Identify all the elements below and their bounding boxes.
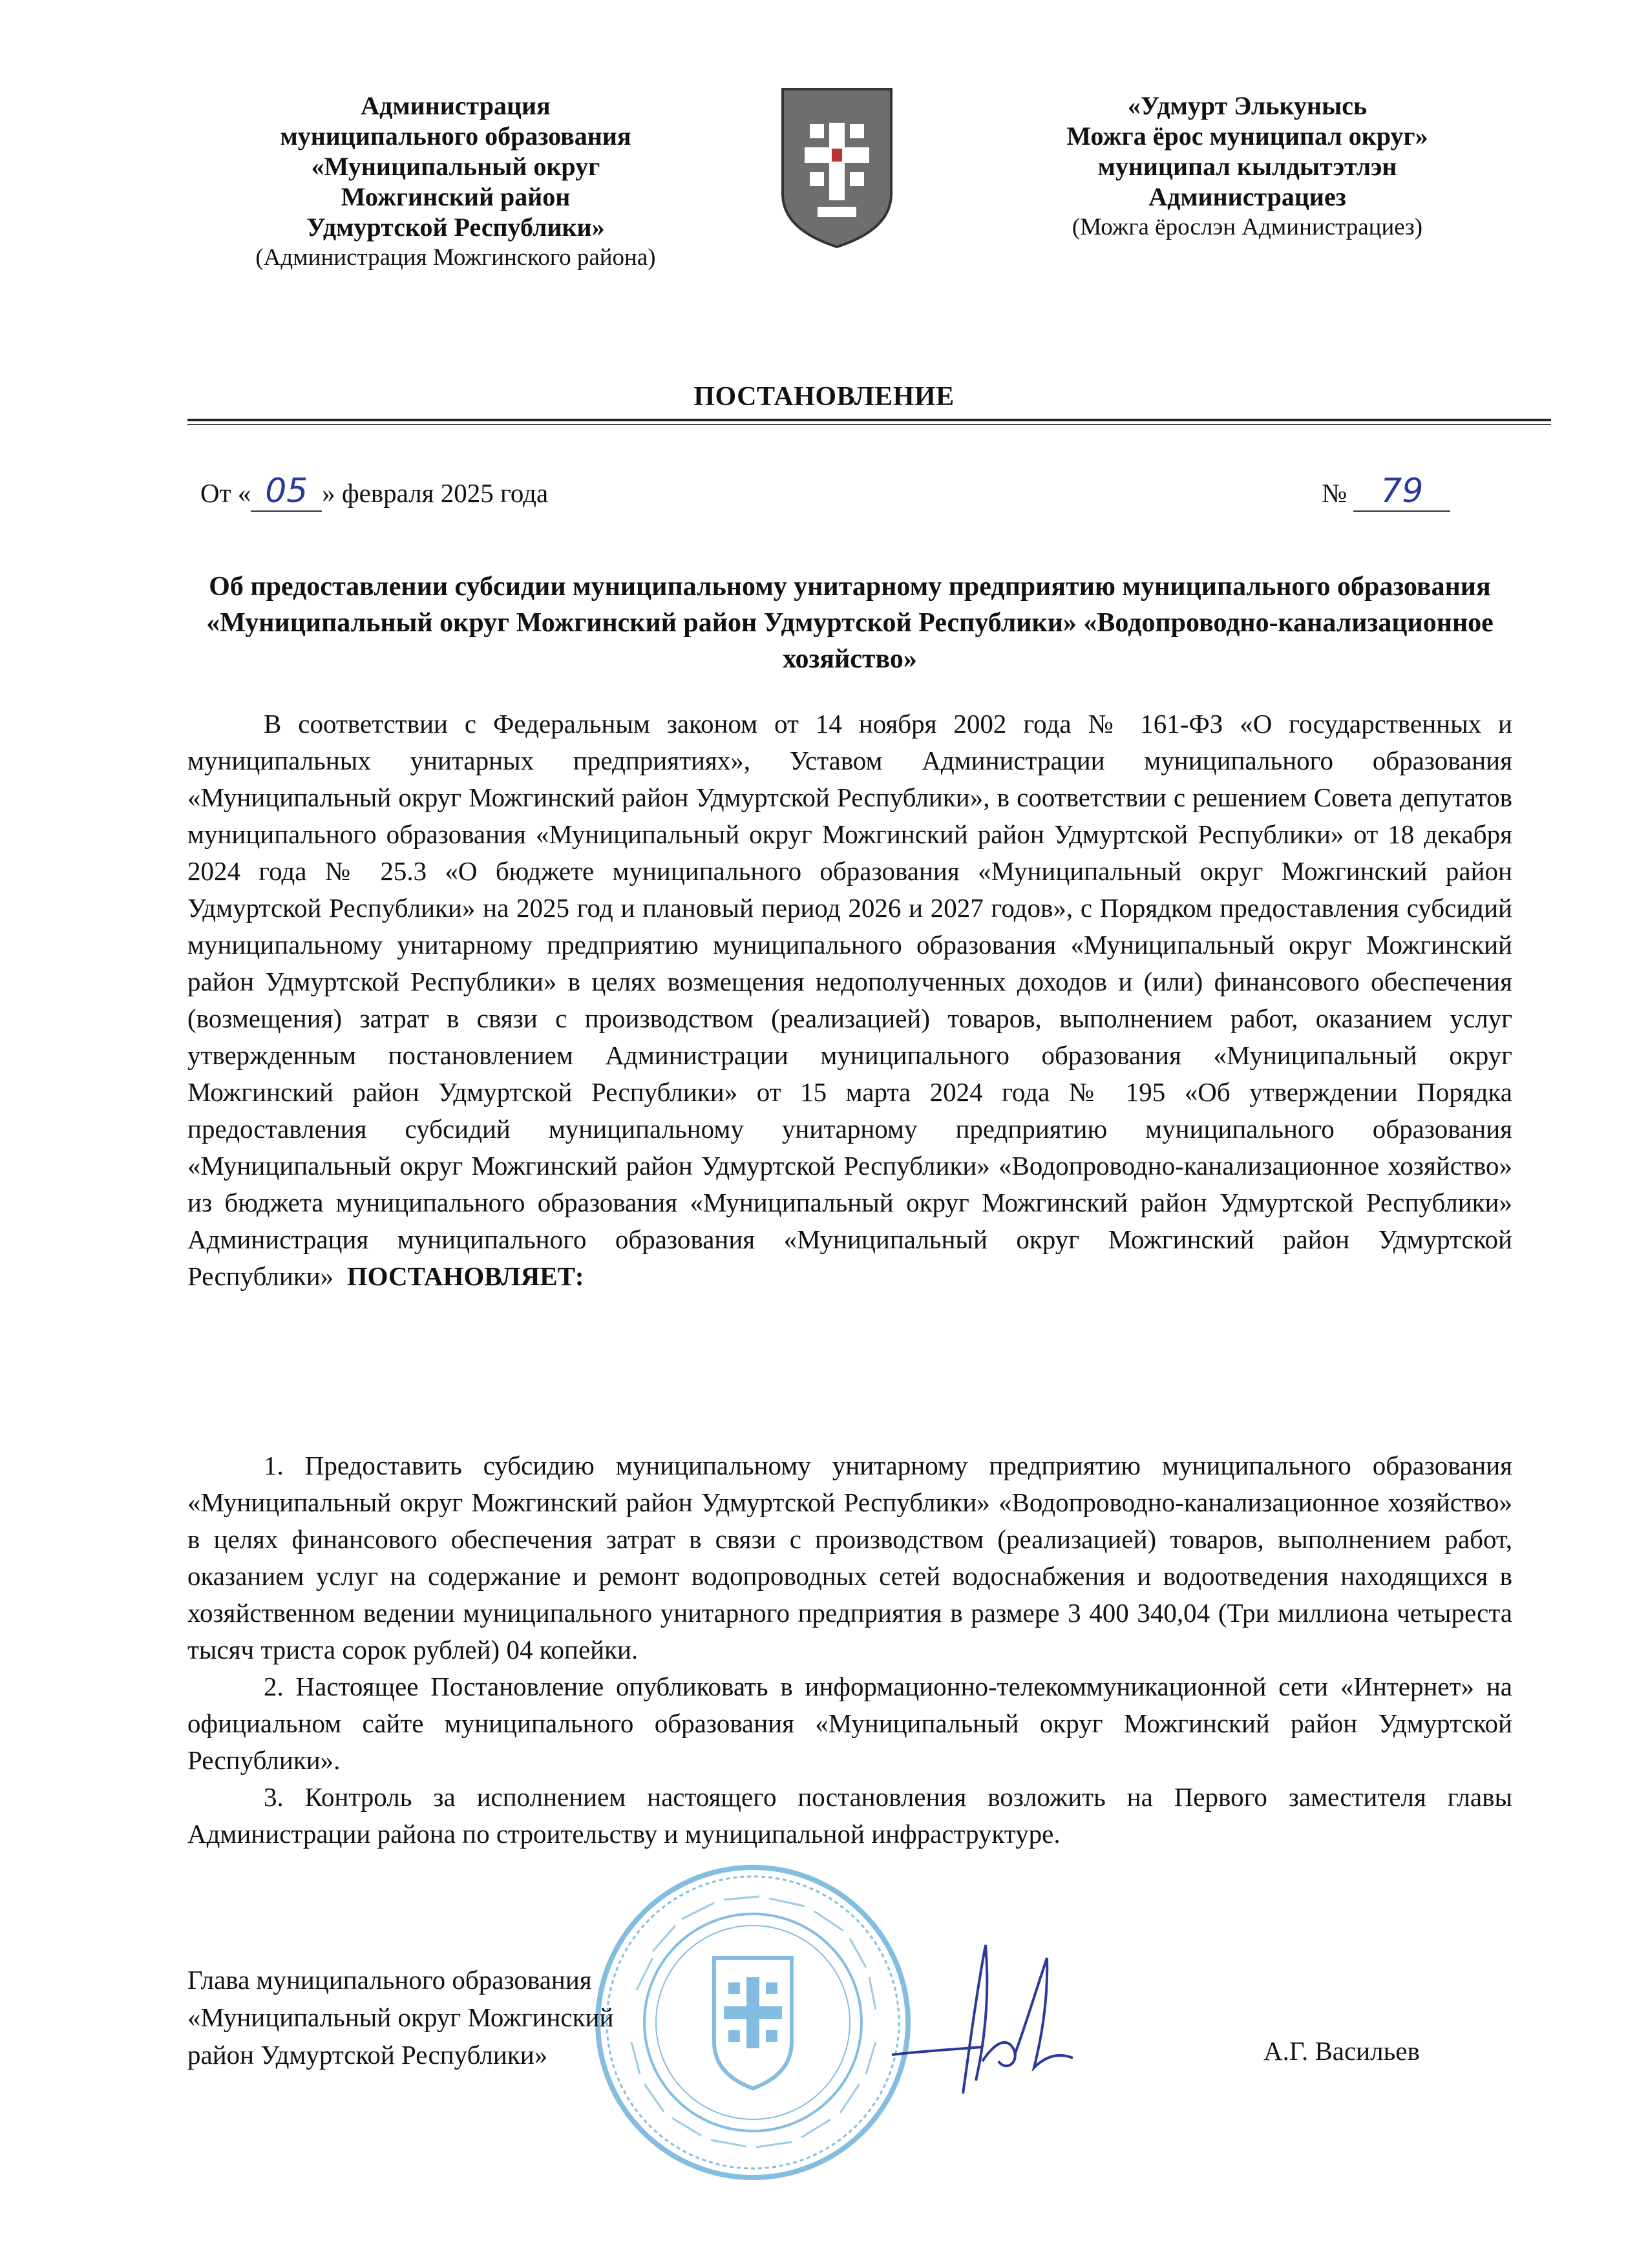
coat-of-arms-icon bbox=[779, 84, 895, 252]
title-rule bbox=[187, 419, 1551, 421]
official-seal-icon bbox=[591, 1861, 914, 2184]
item-2: 2. Настоящее Постановление опубликовать в информационно-телекоммуникационной сети «Интернет» на официальном сайте муниципального образования «Муниципальный округ Можгинский район Удмуртской Республики». bbox=[187, 1672, 1512, 1775]
signature-block bbox=[187, 1961, 613, 2074]
number-label: № bbox=[1322, 478, 1347, 508]
header-left bbox=[187, 90, 724, 273]
preamble bbox=[187, 706, 1512, 1295]
header-right-line3: муниципал кылдытэтлэн bbox=[1097, 152, 1397, 181]
date-prefix: От « bbox=[200, 478, 251, 508]
signatory-title-line1: Глава муниципального образования bbox=[187, 1965, 592, 1995]
handwritten-signature-icon bbox=[879, 1932, 1092, 2100]
header-right-line1: «Удмурт Элькунысь bbox=[1127, 91, 1368, 120]
date-suffix: » февраля 2025 года bbox=[322, 478, 549, 508]
preamble-keyword: ПОСТАНОВЛЯЕТ: bbox=[346, 1261, 584, 1291]
header-left-line5: Удмуртской Республики» bbox=[306, 213, 605, 242]
item-3: 3. Контроль за исполнением настоящего постановления возложить на Первого заместителя главы Администрации района по строительству и муниципальной инфраструктуре. bbox=[187, 1782, 1512, 1849]
date-day: 05 bbox=[251, 472, 322, 512]
title-rule-thin bbox=[187, 424, 1551, 425]
header-left-line2: муниципального образования bbox=[280, 121, 631, 151]
header-left-line1: Администрация bbox=[361, 91, 551, 120]
signatory-title-line2: «Муниципальный округ Можгинский bbox=[187, 2002, 614, 2032]
header-right-line5: (Можга ёрослэн Администрациез) bbox=[1072, 214, 1423, 240]
item-1: 1. Предоставить субсидию муниципальному унитарному предприятию муниципального образования «Муниципальный округ Можгинский район Удмуртской Республики» «Водопроводно-канализационное хозяйство» в целях финансового обеспечения затрат в связи с производством (реализацией) товаров, выполнением работ, оказанием услуг на содержание и ремонт водопроводных сетей водоснабжения и водоотведения находящихся в хозяйственном ведении муниципального унитарного предприятия в размере 3 400 340,04 (Три миллиона четыреста тысяч триста сорок рублей) 04 копейки. bbox=[187, 1451, 1512, 1664]
resolution-items bbox=[187, 1447, 1512, 1853]
header-right-line2: Можга ёрос муниципал округ» bbox=[1066, 121, 1428, 151]
header-left-line4: Можгинский район bbox=[341, 182, 571, 211]
header-left-line6: (Администрация Можгинского района) bbox=[255, 244, 656, 271]
document-subject: Об предоставлении субсидии муниципальному унитарному предприятию муниципального образования «Муниципальный округ Можгинский район Удмуртской Республики» «Водопроводно-канализационное хозяйство» bbox=[206, 572, 1494, 674]
header-right bbox=[969, 90, 1525, 242]
preamble-text: В соответствии с Федеральным законом от 14 ноября 2002 года № 161-ФЗ «О государственных и муниципальных унитарных предприятиях», Уставом Администрации муниципального образования «Муниципальный округ Можгинский район Удмуртской Республики», в соответствии с решением Совета депутатов муниципального образования «Муниципальный округ Можгинский район Удмуртской Республики» от 18 декабря 2024 года № 25.3 «О бюджете муниципального образования «Муниципальный округ Можгинский район Удмуртской Республики» на 2025 год и плановый период 2026 и 2027 годов», с Порядком предоставления субсидий муниципальному унитарному предприятию муниципального образования «Муниципальный округ Можгинский район Удмуртской Республики» в целях возмещения недополученных доходов и (или) финансового обеспечения (возмещения) затрат в связи с производством (реализацией) товаров, выполнением работ, оказанием услуг утвержденным постановлением Администрации муниципального образования «Муниципальный округ Можгинский район Удмуртской Республики» от 15 марта 2024 года № 195 «Об утверждении Порядка предоставления субсидий муниципальному унитарному предприятию муниципального образования «Муниципальный округ Можгинский район Удмуртской Республики» «Водопроводно-канализационное хозяйство» из бюджета муниципального образования «Муниципальный округ Можгинский район Удмуртской Республики» Администрация муниципального образования «Муниципальный округ Можгинский район Удмуртской Республики» bbox=[187, 709, 1512, 1291]
document-title: ПОСТАНОВЛЕНИЕ bbox=[693, 382, 955, 412]
date-line bbox=[200, 472, 548, 512]
number-line bbox=[1322, 472, 1450, 512]
signatory-name: А.Г. Васильев bbox=[1263, 2036, 1420, 2066]
header-left-line3: «Муниципальный округ bbox=[311, 152, 600, 181]
header-right-line4: Администрациез bbox=[1148, 182, 1346, 211]
signatory-title-line3: район Удмуртской Республики» bbox=[187, 2040, 548, 2070]
document-number: 79 bbox=[1353, 472, 1450, 512]
